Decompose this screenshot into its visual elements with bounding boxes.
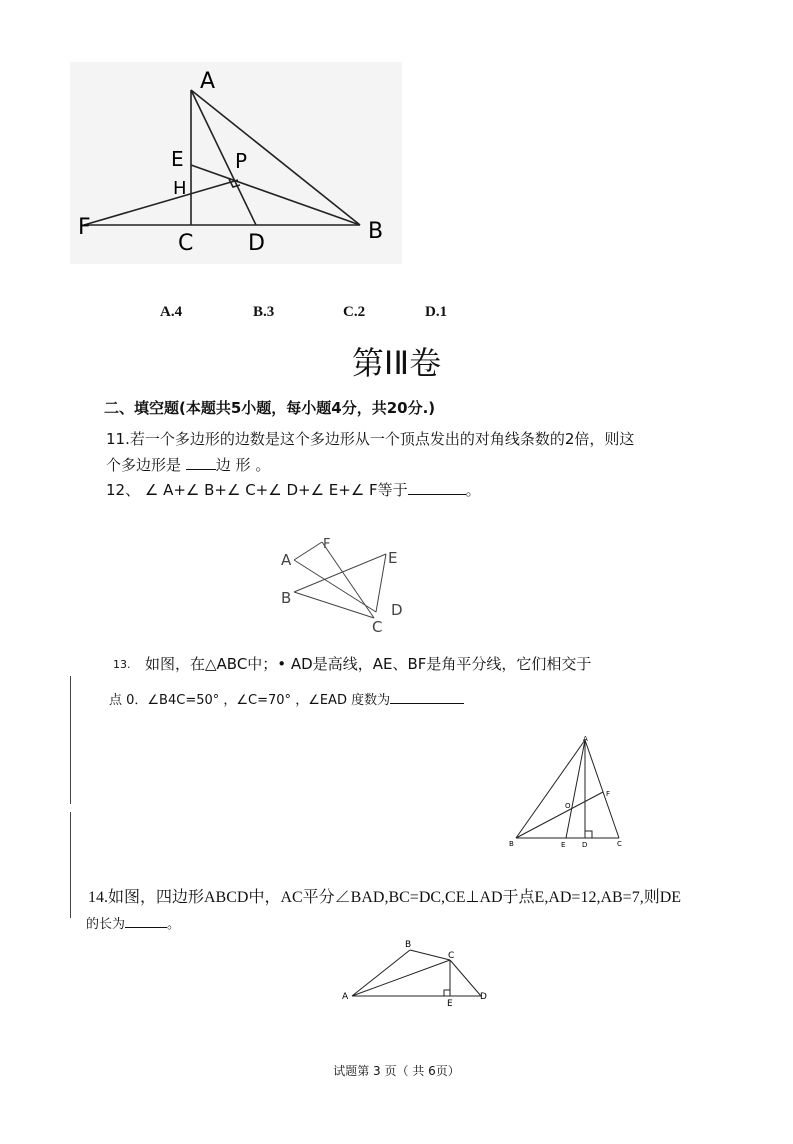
figure-q14 (338, 936, 498, 1010)
label-point-e: E (171, 147, 184, 171)
figure-q13 (505, 734, 630, 850)
q12-label-e: E (388, 549, 398, 567)
label-point-f: F (78, 215, 91, 240)
option-d: D.1 (425, 304, 448, 320)
q11-answer-blank (186, 468, 216, 470)
q14-line1: 14.如图，四边形ABCD中，AC平分∠BAD,BC=DC,CE⊥AD于点E,AD=12,AB=7,则DE (88, 889, 682, 906)
q13-answer-blank (390, 702, 464, 704)
figure-q13-drawing (505, 734, 630, 850)
figure-q12 (276, 532, 416, 636)
label-point-h: H (173, 178, 187, 199)
q12-text: 12、 ∠ A+∠ B+∠ C+∠ D+∠ E+∠ F等于 (106, 481, 408, 499)
q14-label-c: C (448, 951, 455, 961)
q11-line1: 11.若一个多边形的边数是这个多边形从一个顶点发出的对角线条数的2倍，则这 (106, 430, 635, 448)
q14-line2 (86, 913, 180, 932)
q11-line2-suffix: 边 形 。 (215, 456, 271, 474)
label-point-p: P (235, 149, 248, 173)
q11-line2-prefix: 个多边形是 (106, 456, 186, 474)
figure-1-drawing (70, 62, 402, 264)
label-point-b: B (368, 219, 384, 244)
q13-label-c: C (617, 840, 622, 848)
q13-label-o: O (565, 802, 571, 810)
volume-title: 第ⅠⅡ卷 (351, 345, 442, 381)
q13-label-d: D (582, 841, 588, 849)
q12-label-b: B (281, 589, 292, 607)
q13-label-b: B (509, 840, 514, 848)
q12-suffix: 。 (465, 481, 481, 499)
q12-label-f: F (323, 537, 331, 552)
q13-label-f: F (606, 790, 611, 798)
section-title: 二、填空题(本题共5小题，每小题4分，共20分.) (104, 399, 436, 417)
q12-answer-blank (408, 493, 466, 495)
label-point-a: A (200, 69, 216, 94)
q14-label-b: B (405, 940, 412, 950)
q11-line2 (106, 454, 270, 475)
q14-line2-prefix: 的长为 (86, 917, 126, 932)
q12-label-a: A (281, 551, 292, 569)
q13-label-a: A (583, 735, 588, 743)
label-point-d: D (248, 231, 265, 256)
q14-label-d: D (480, 992, 487, 1002)
figure-q12-drawing (276, 532, 416, 636)
option-b: B.3 (253, 304, 275, 320)
q14-line2-suffix: 。 (167, 917, 181, 932)
option-c: C.2 (343, 304, 366, 320)
page-footer: 试题第 3 页（ 共 6页） (333, 1064, 460, 1078)
q12-label-c: C (372, 618, 383, 636)
label-point-c: C (178, 231, 194, 256)
q13-label-e: E (561, 841, 566, 849)
q13-line2-text: 点 0．∠B4C=50° ，∠C=70° ，∠EAD 度数为 (109, 693, 391, 708)
q14-label-e: E (447, 999, 453, 1009)
q14-answer-blank (125, 926, 167, 928)
q12-line (106, 479, 481, 500)
q14-label-a: A (342, 992, 349, 1002)
margin-line-lower (70, 812, 71, 918)
option-a: A.4 (160, 304, 183, 320)
figure-triangle-abcfd (70, 62, 402, 264)
margin-line-upper (70, 676, 71, 804)
q13-number: 13. (113, 658, 131, 671)
q13-line2 (109, 689, 464, 708)
q13-line1: 如图，在△ABC中；• AD是高线，AE、BF是角平分线，它们相交于 (145, 655, 592, 673)
figure-q14-drawing (338, 936, 498, 1010)
q12-label-d: D (391, 601, 403, 619)
